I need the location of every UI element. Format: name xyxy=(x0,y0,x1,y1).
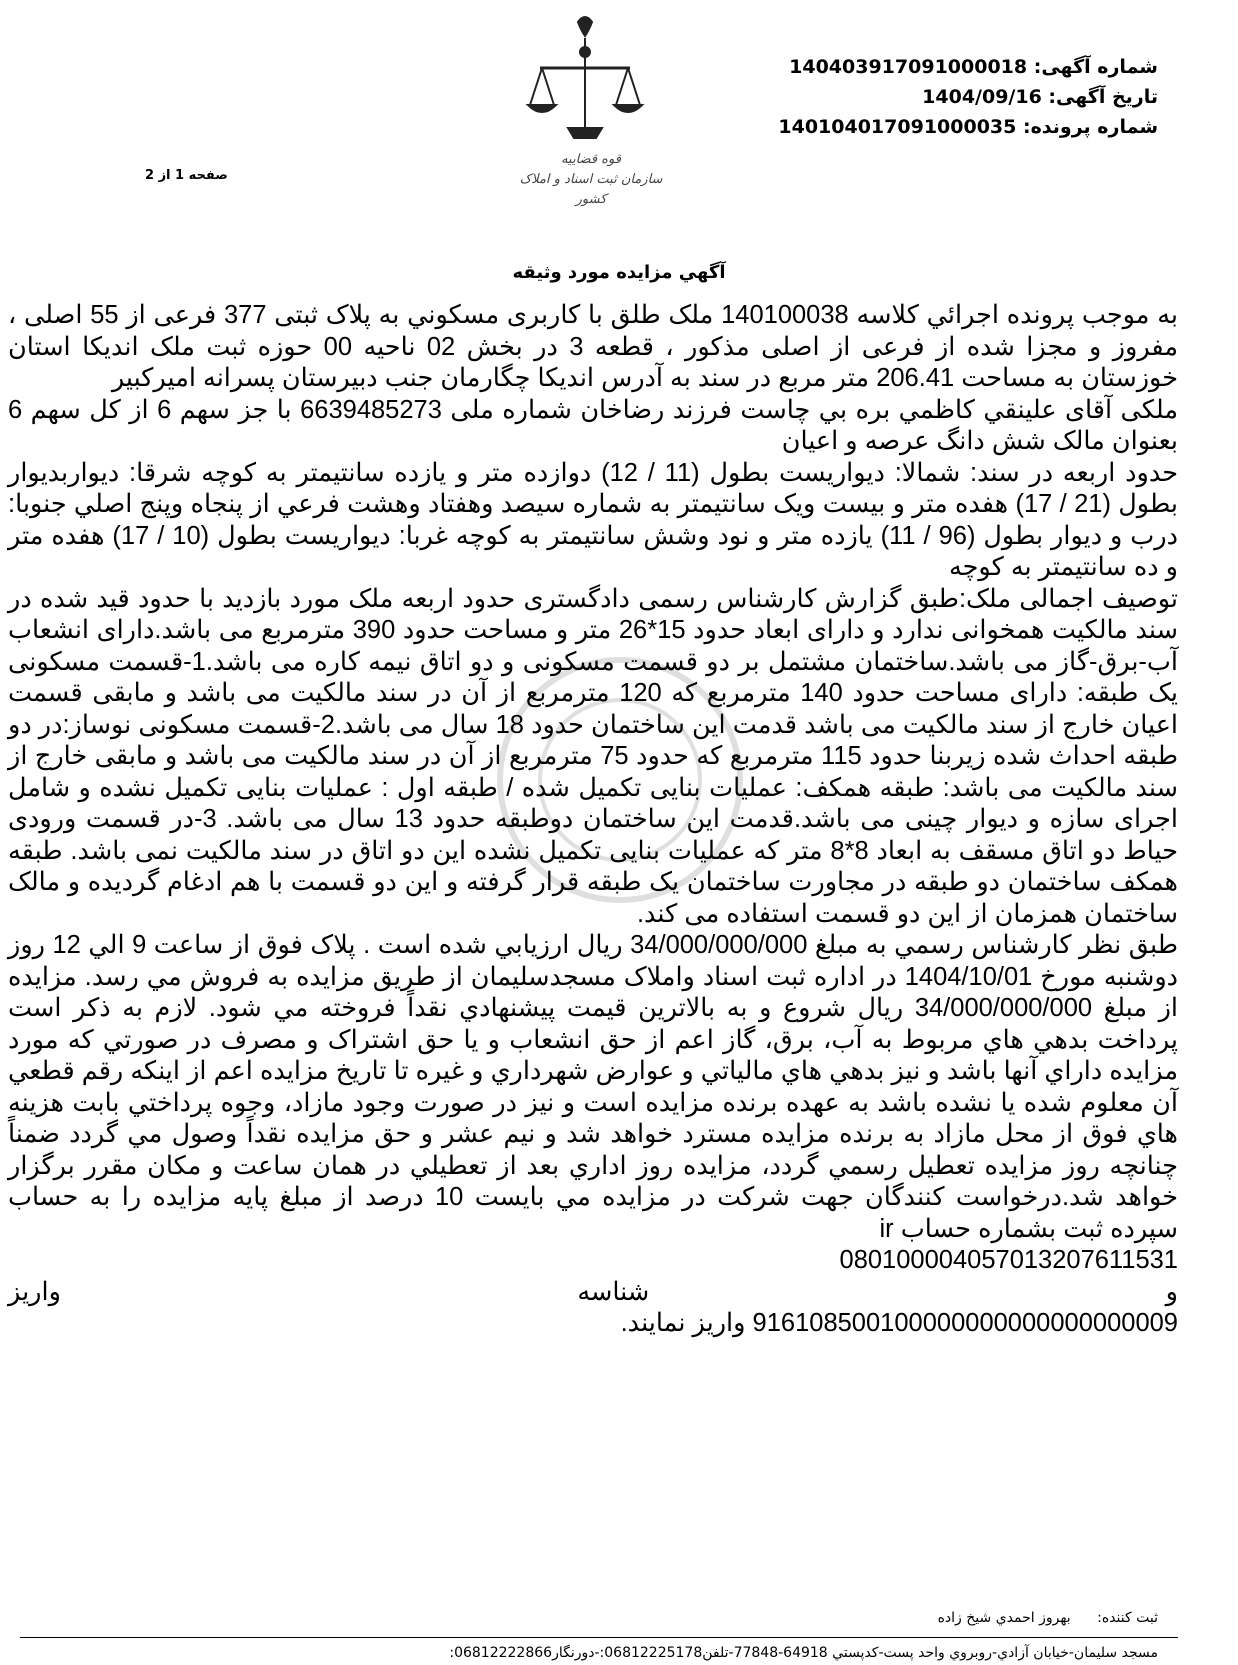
auction-terms-paragraph: طبق نظر كارشناس رسمي به مبلغ 34/000/000/000 ريال ارزيابي شده است . پلاک فوق از ساعت 9 الي 12 روز دوشنبه مورخ 1404/10/01 در اداره ثبت اسناد واملاک مسجدسليمان از طريق مزايده به فروش مي رسد. مزايده از مبلغ 34/000/000/000 ريال شروع و به بالاترين قيمت پيشنهادي نقداً فروخته مي شود. لازم به ذكر است پرداخت بدهي هاي مربوط به آب، برق، گاز اعم از حق انشعاب و يا حق اشتراک و مصرف در صورتي كه مورد مزايده داراي آنها باشد و نيز بدهي هاي مالياتي و عوارض شهرداري و غيره تا تاريخ مزايده اعم از اينكه رقم قطعي آن معلوم شده يا نشده باشد به عهده برنده مزايده است و نيز در صورت وجود مازاد، وجوه پرداختي بابت هزينه هاي فوق از محل مازاد به برنده مزايده مسترد خواهد شد و نيم عشر و حق مزايده نقداً وصول مي گردد ضمناً چنانچه روز مزايده تعطيل رسمي گردد، مزايده روز اداري بعد از تعطيلي در همان ساعت و مكان مقرر برگزار خواهد شد.درخواست كنندگان جهت شركت در مزايده مي بايست 10 درصد از مبلغ پايه مزايده را به حساب سپرده ثبت بشماره حساب ir xyxy=(8,931,1179,1243)
registrar-name: بهروز احمدي شيخ زاده xyxy=(937,1610,1071,1626)
id-label: شناسه xyxy=(577,1277,650,1306)
file-number-row xyxy=(738,112,1158,142)
notice-number: 140403917091000018 xyxy=(789,56,1028,78)
notice-meta xyxy=(738,52,1158,142)
file-number-label: شماره پرونده: xyxy=(1022,116,1158,138)
emblem-caption: قوه قضاییه سازمان ثبت اسناد و املاک کشور xyxy=(519,152,663,207)
iban-digits: 080100004057013207611531 xyxy=(839,1246,1178,1274)
notice-date-label: تاریخ آگهی: xyxy=(1048,86,1158,108)
boundaries-paragraph: حدود اربعه در سند: شمالا: ديواريست بطول (11 / 12) دوازده متر و يازده سانتيمتر به كوچه شرقا: ديواربديوار بطول (21 / 17) هفده متر و بيست ويک سانتيمتر به شماره سيصد وهفتاد وهشت فرعي از پنجاه وپنج اصلي جنوبا: درب و ديوار بطول (96 / 11) يازده متر و نود وشش سانتيمتر به كوچه غربا: ديواريست بطول (10 / 17) هفده متر و ده سانتيمتر به كوچه xyxy=(8,458,1178,581)
closing-text: واريز نمايند. xyxy=(620,1309,746,1337)
deposit-id-line xyxy=(8,1308,1178,1340)
notice-date: 1404/09/16 xyxy=(922,86,1042,108)
page-number: صفحه 1 از 2 xyxy=(145,168,228,183)
registrar xyxy=(938,1610,1158,1626)
notice-title: آگهي مزايده مورد وثيقه xyxy=(512,262,726,283)
and-word: و xyxy=(1165,1277,1178,1306)
expert-description-paragraph: توصیف اجمالی ملک:طبق گزارش کارشناس رسمی دادگستری حدود اربعه ملک مورد بازدید با حدود قید شده در سند مالکیت همخوانی ندارد و دارای ابعاد حدود 15*26 متر و مساحت حدود 390 مترمربع می باشد.دارای انشعاب آب-برق-گاز می باشد.ساختمان مشتمل بر دو قسمت مسکونی و دو اتاق نیمه کاره می باشد.1-قسمت مسکونی یک طبقه: دارای مساحت حدود 140 مترمربع که 120 مترمربع از آن در سند مالکیت می باشد و مابقی قسمت اعیان خارج از سند مالکیت می باشد قدمت این ساختمان حدود 18 سال می باشد.2-قسمت مسکونی نوساز:در دو طبقه احداث شده زیربنا حدود 115 مترمربع که حدود 75 مترمربع از آن در سند مالکیت می باشد و مابقی خارج از سند مالکیت می باشد: طبقه همکف: عملیات بنایی تکمیل شده / طبقه اول : عملیات بنایی تکمیل نشده و شامل اجرای سازه و دیوار چینی می باشد.قدمت این ساختمان دوطبقه حدود 13 سال می باشد. 3-در قسمت ورودی حیاط دو اتاق مسقف به ابعاد 8*8 متر که عملیات بنایی تکمیل نشده این دو اتاق در سند مالکیت نمی باشد. طبقه همکف ساختمان دو طبقه در مجاورت ساختمان یک طبقه قرار گرفته و این دو قسمت با هم ادغام گردیده و مالک ساختمان همزمان از این دو قسمت استفاده می کند. xyxy=(8,584,1179,928)
registrar-label: ثبت کننده: xyxy=(1097,1610,1158,1626)
owner-paragraph: ملکی آقای علينقي كاظمي بره بي چاست فرزند رضاخان شماره ملی 6639485273 با جز سهم 6 از کل سهم 6 بعنوان مالک شش دانگ عرصه و اعيان xyxy=(8,395,1178,455)
id-line xyxy=(8,1277,1178,1309)
footer-divider xyxy=(20,1637,1178,1638)
account-line xyxy=(8,1245,1178,1277)
notice-body xyxy=(8,300,1178,1340)
deposit-word: واريز xyxy=(8,1277,61,1306)
property-description-paragraph: به موجب پرونده اجرائي كلاسه 140100038 ملک طلق با کاربری مسكوني به پلاک ثبتی 377 فرعی از 55 اصلی ، مفروز و مجزا شده از فرعی از اصلی مذکور ، قطعه 3 در بخش 02 ناحيه 00 حوزه ثبت ملک انديكا استان خوزستان به مساحت 206.41 متر مربع در سند به آدرس انديكا چگارمان جنب دبيرستان پسرانه اميركبير xyxy=(8,301,1178,392)
file-number: 140104017091000035 xyxy=(778,116,1017,138)
deposit-id: 916108500100000000000000000009 xyxy=(752,1309,1178,1337)
notice-number-row xyxy=(738,52,1158,82)
notice-number-label: شماره آگهی: xyxy=(1033,56,1158,78)
notice-date-row xyxy=(738,82,1158,112)
office-address: مسجد سليمان-خيابان آزادي-روبروي واحد پست-كدپستي 64918-77848-تلفن06812225178:-دورنگار06812222866: xyxy=(449,1645,1158,1661)
